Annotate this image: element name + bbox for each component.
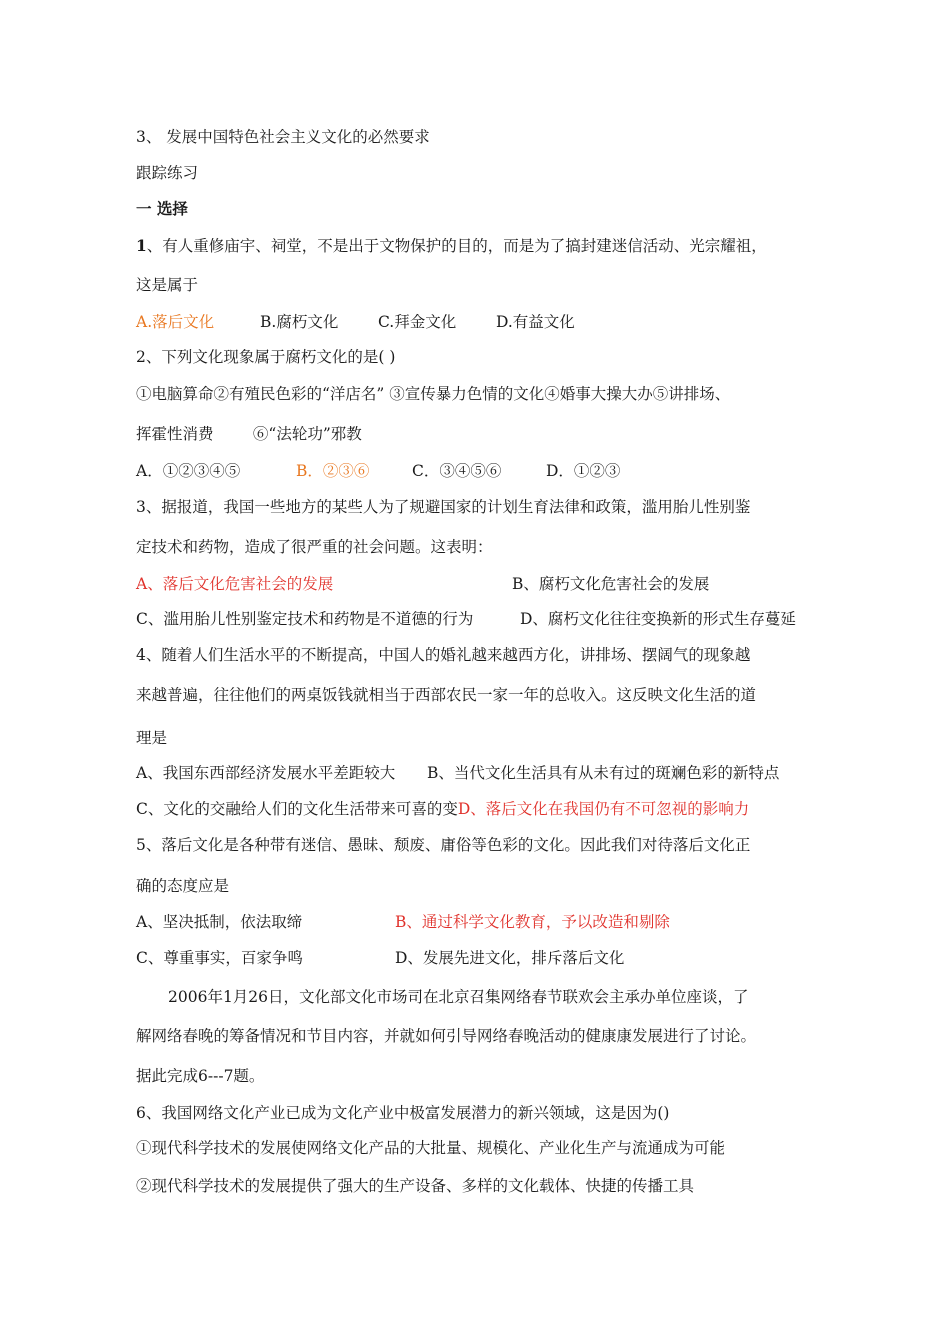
question-1 xyxy=(136,236,767,256)
question-5-option-b: B、通过科学文化教育，予以改造和剔除 xyxy=(395,913,670,931)
question-3-option-a: A、落后文化危害社会的发展 xyxy=(136,575,334,593)
question-1-option-c: C.拜金文化 xyxy=(378,313,457,331)
question-3-option-c: C、滥用胎儿性别鉴定技术和药物是不道德的行为 xyxy=(136,610,474,628)
question-3-continued: 定技术和药物，造成了很严重的社会问题。这表明： xyxy=(136,538,493,556)
question-6-item-1: ①现代科学技术的发展使网络文化产品的大批量、规模化、产业化生产与流通成为可能 xyxy=(136,1139,726,1157)
passage-line-2: 解网络春晚的筹备情况和节目内容，并就如何引导网络春晚活动的健康康发展进行了讨论。 xyxy=(136,1027,757,1045)
question-2: 2、下列文化现象属于腐朽文化的是( ) xyxy=(136,348,396,366)
question-2-option-b: B．②③⑥ xyxy=(296,462,370,480)
question-4-option-c: C、文化的交融给人们的文化生活带来可喜的变 xyxy=(136,800,458,818)
question-4-continued-2: 理是 xyxy=(136,729,168,747)
passage-line-3: 据此完成6---7题。 xyxy=(136,1067,265,1085)
question-6-item-2: ②现代科学技术的发展提供了强大的生产设备、多样的文化载体、快捷的传播工具 xyxy=(136,1177,695,1195)
question-1-text: 、有人重修庙宇、祠堂，不是出于文物保护的目的，而是为了搞封建迷信活动、光宗耀祖， xyxy=(146,237,767,255)
question-4: 4、随着人们生活水平的不断提高，中国人的婚礼越来越西方化，讲排场、摆阔气的现象越 xyxy=(136,646,751,664)
question-5: 5、落后文化是各种带有迷信、愚昧、颓废、庸俗等色彩的文化。因此我们对待落后文化正 xyxy=(136,836,751,854)
question-1-option-b: B.腐朽文化 xyxy=(260,313,339,331)
question-1-option-a: A.落后文化 xyxy=(136,313,215,331)
question-1-number: 1 xyxy=(136,236,147,255)
question-1-option-d: D.有益文化 xyxy=(496,313,575,331)
question-4-option-d: D、落后文化在我国仍有不可忽视的影响力 xyxy=(457,800,750,818)
question-4-option-b: B、当代文化生活具有从未有过的斑斓色彩的新特点 xyxy=(427,764,780,782)
question-3-option-b: B、腐朽文化危害社会的发展 xyxy=(512,575,710,593)
question-5-option-a: A、坚决抵制，依法取缔 xyxy=(136,913,303,931)
question-2-option-c: C．③④⑤⑥ xyxy=(412,462,502,480)
question-4-option-a: A、我国东西部经济发展水平差距较大 xyxy=(136,764,396,782)
question-2-items: ①电脑算命②有殖民色彩的“洋店名” ③宣传暴力色情的文化④婚事大操大办⑤讲排场、 xyxy=(136,385,731,403)
question-3-option-d: D、腐朽文化往往变换新的形式生存蔓延 xyxy=(520,610,796,628)
passage-line-1: 2006年1月26日，文化部文化市场司在北京召集网络春节联欢会主承办单位座谈，了 xyxy=(168,988,749,1006)
question-5-option-d: D、发展先进文化，排斥落后文化 xyxy=(395,949,625,967)
question-2-option-d: D．①②③ xyxy=(546,462,621,480)
question-5-continued: 确的态度应是 xyxy=(136,877,230,895)
question-5-option-c: C、尊重事实，百家争鸣 xyxy=(136,949,303,967)
question-2-options xyxy=(136,461,620,481)
question-6: 6、我国网络文化产业已成为文化产业中极富发展潜力的新兴领域，这是因为() xyxy=(136,1104,670,1122)
question-3: 3、据报道，我国一些地方的某些人为了规避国家的计划生育法律和政策，滥用胎儿性别鉴 xyxy=(136,498,751,516)
section-title: 跟踪练习 xyxy=(136,164,199,182)
section-heading-3: 3、 发展中国特色社会主义文化的必然要求 xyxy=(136,128,430,146)
question-1-continued: 这是属于 xyxy=(136,276,199,294)
question-2-items-continued: 挥霍性消费 ⑥“法轮功”邪教 xyxy=(136,425,362,443)
question-4-continued-1: 来越普遍，往往他们的两桌饭钱就相当于西部农民一家一年的总收入。这反映文化生活的道 xyxy=(136,686,757,704)
part-title: 一 选择 xyxy=(136,199,188,218)
question-4-option-c-and-d xyxy=(136,799,749,819)
question-1-options xyxy=(136,312,575,332)
question-2-option-a: A．①②③④⑤ xyxy=(136,462,241,480)
